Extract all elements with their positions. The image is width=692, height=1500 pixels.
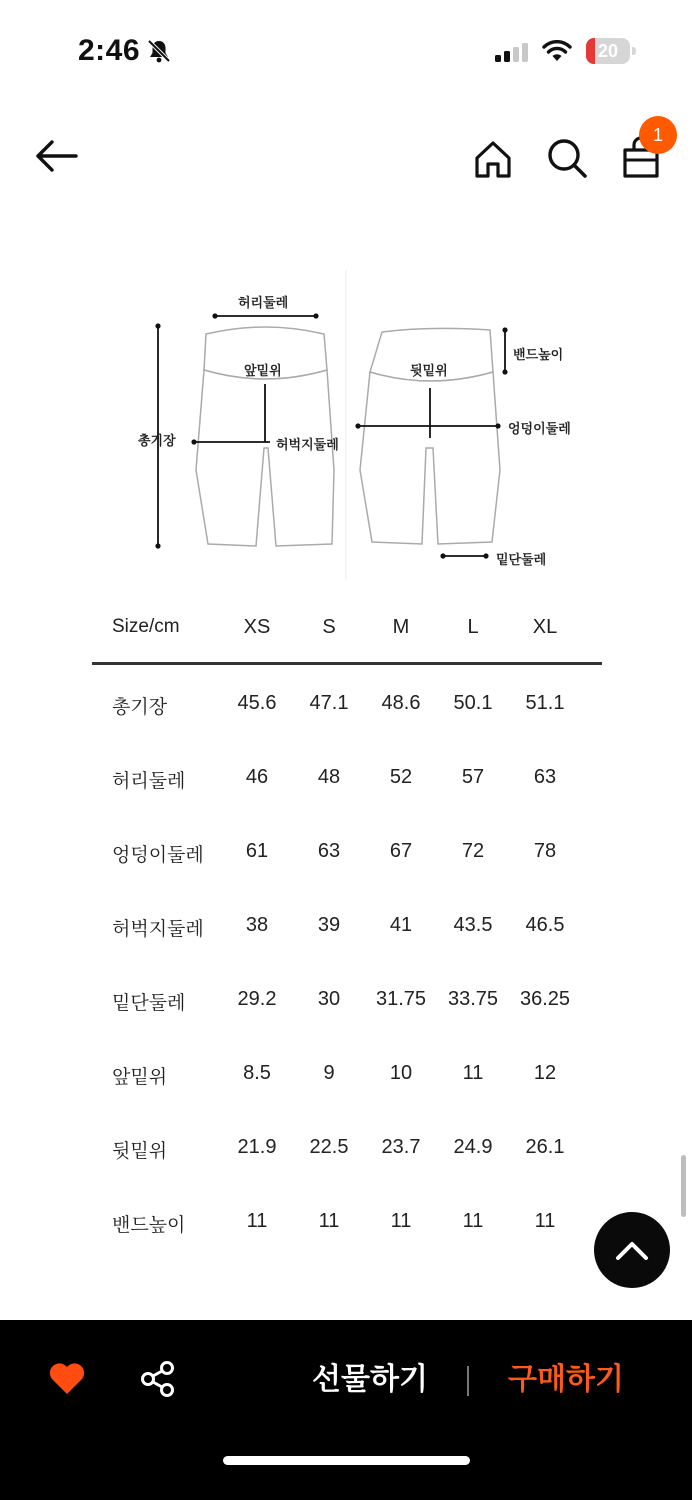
table-cell: 11 xyxy=(390,1210,412,1232)
table-cell: 72 xyxy=(461,840,485,862)
cart-count-badge: 1 xyxy=(639,116,677,154)
status-bar xyxy=(0,0,692,100)
table-cell: 8.5 xyxy=(243,1062,271,1084)
table-cell: 11 xyxy=(246,1210,268,1232)
table-cell: 11 xyxy=(462,1210,484,1232)
header-size-unit: Size/cm xyxy=(112,616,180,637)
label-thigh: 허벅지둘레 xyxy=(276,438,339,453)
row-label: 엉덩이둘레 xyxy=(112,844,204,866)
table-cell: 10 xyxy=(389,1062,413,1084)
label-front-rise: 앞밑위 xyxy=(244,364,282,379)
table-cell: 63 xyxy=(317,840,341,862)
buy-button[interactable]: 구매하기 xyxy=(508,1362,624,1397)
table-row xyxy=(92,960,602,1034)
table-row xyxy=(92,1108,602,1182)
top-navigation xyxy=(0,110,692,200)
table-row xyxy=(92,664,602,738)
table-cell: 38 xyxy=(245,914,269,936)
table-cell: 52 xyxy=(389,766,413,788)
table-cell: 50.1 xyxy=(453,692,493,714)
label-hem: 밑단둘레 xyxy=(496,553,547,568)
row-label: 총기장 xyxy=(112,696,168,718)
label-total-length: 총기장 xyxy=(138,434,176,449)
table-cell: 46 xyxy=(245,766,269,788)
table-cell: 43.5 xyxy=(453,914,493,936)
search-icon[interactable] xyxy=(545,136,589,180)
table-cell: 9 xyxy=(323,1062,335,1084)
bottom-action-bar xyxy=(0,1320,692,1500)
bell-slash-icon xyxy=(146,38,172,64)
label-hip: 엉덩이둘레 xyxy=(508,422,571,437)
scroll-to-top-button[interactable] xyxy=(594,1212,670,1288)
table-cell: 51.1 xyxy=(525,692,565,714)
battery-level: 20 xyxy=(597,41,619,61)
heart-icon[interactable] xyxy=(48,1360,86,1396)
table-cell: 41 xyxy=(389,914,413,936)
table-cell: 47.1 xyxy=(309,692,349,714)
table-cell: 12 xyxy=(533,1062,557,1084)
table-cell: 48 xyxy=(317,766,341,788)
table-cell: 36.25 xyxy=(519,988,571,1010)
table-cell: 11 xyxy=(462,1062,484,1084)
table-row xyxy=(92,1182,602,1256)
table-row xyxy=(92,738,602,812)
table-cell: 39 xyxy=(317,914,341,936)
signal-icon xyxy=(495,42,531,62)
table-cell: 21.9 xyxy=(237,1136,277,1158)
table-cell: 11 xyxy=(534,1210,556,1232)
label-waist: 허리둘레 xyxy=(238,296,289,311)
chevron-up-icon xyxy=(594,1212,670,1288)
row-label: 허리둘레 xyxy=(112,770,186,792)
status-time: 2:46 xyxy=(78,34,141,67)
table-row xyxy=(92,886,602,960)
table-cell: 31.75 xyxy=(375,988,427,1010)
table-row xyxy=(92,812,602,886)
row-label: 밴드높이 xyxy=(112,1214,186,1236)
size-table xyxy=(92,590,602,1256)
table-header xyxy=(92,590,602,664)
arrow-left-icon[interactable] xyxy=(30,136,82,176)
action-divider xyxy=(467,1366,469,1396)
table-cell: 33.75 xyxy=(447,988,499,1010)
table-row xyxy=(92,1034,602,1108)
table-cell: 24.9 xyxy=(453,1136,493,1158)
table-cell: 11 xyxy=(318,1210,340,1232)
table-cell: 29.2 xyxy=(237,988,277,1010)
gift-button[interactable]: 선물하기 xyxy=(312,1362,428,1397)
table-cell: 57 xyxy=(461,766,485,788)
battery-icon xyxy=(586,38,636,64)
row-label: 뒷밑위 xyxy=(112,1140,168,1162)
header-m: M xyxy=(392,616,410,638)
table-cell: 63 xyxy=(533,766,557,788)
table-cell: 26.1 xyxy=(525,1136,565,1158)
row-label: 앞밑위 xyxy=(112,1066,168,1088)
header-xl: XL xyxy=(532,616,558,638)
table-cell: 61 xyxy=(245,840,269,862)
table-cell: 30 xyxy=(317,988,341,1010)
table-cell: 23.7 xyxy=(381,1136,421,1158)
table-cell: 67 xyxy=(389,840,413,862)
label-band-height: 밴드높이 xyxy=(513,348,564,363)
share-icon[interactable] xyxy=(139,1360,177,1398)
table-cell: 48.6 xyxy=(381,692,421,714)
measurement-diagram xyxy=(100,260,640,590)
header-xs: XS xyxy=(243,616,271,638)
table-body xyxy=(92,664,602,1256)
table-cell: 22.5 xyxy=(309,1136,349,1158)
home-indicator xyxy=(223,1456,470,1465)
home-icon[interactable] xyxy=(472,138,514,180)
wifi-icon xyxy=(542,40,572,62)
header-l: L xyxy=(467,616,479,638)
row-label: 허벅지둘레 xyxy=(112,918,204,940)
scrollbar[interactable] xyxy=(681,1155,686,1217)
label-back-rise: 뒷밑위 xyxy=(410,364,448,379)
table-cell: 45.6 xyxy=(237,692,277,714)
row-label: 밑단둘레 xyxy=(112,992,186,1014)
header-s: S xyxy=(322,616,336,638)
table-cell: 46.5 xyxy=(525,914,565,936)
table-cell: 78 xyxy=(533,840,557,862)
